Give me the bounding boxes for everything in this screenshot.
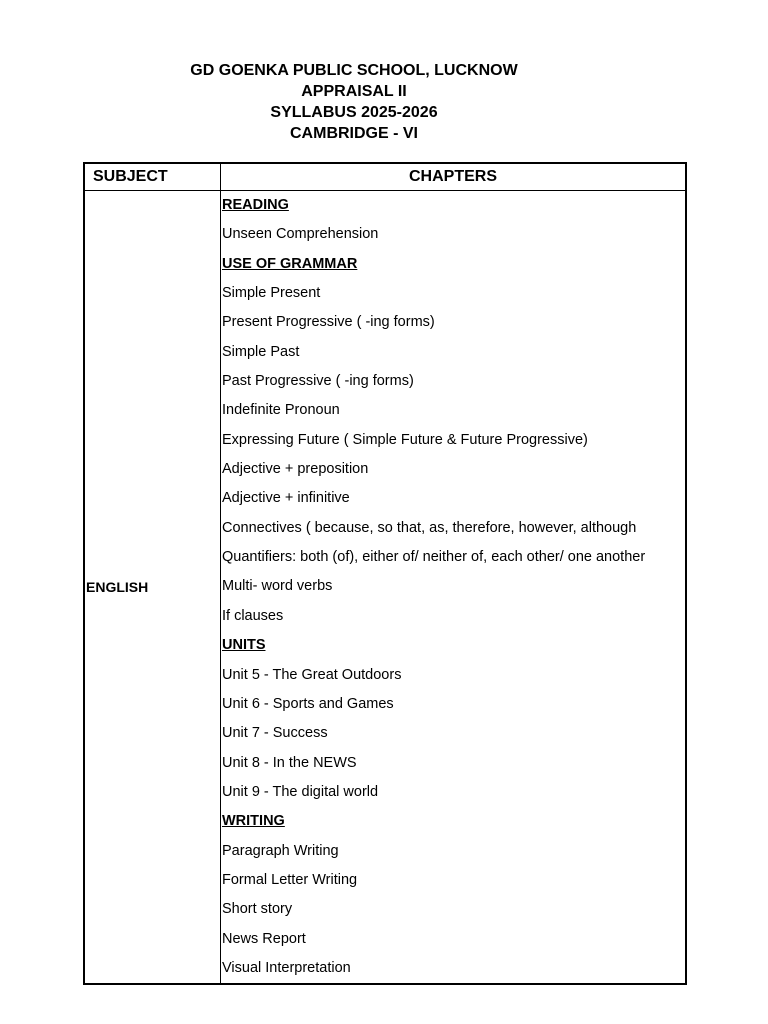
school-name: GD GOENKA PUBLIC SCHOOL, LUCKNOW: [190, 62, 518, 79]
chapter-item: News Report: [222, 930, 306, 947]
section-heading: UNITS: [222, 637, 266, 654]
chapter-item: Expressing Future ( Simple Future & Future Progressive): [222, 431, 588, 448]
chapter-item: Formal Letter Writing: [222, 871, 358, 888]
chapter-item: Short story: [222, 901, 293, 918]
chapters-list: [221, 191, 687, 985]
chapters-column-header: CHAPTERS: [221, 163, 687, 191]
chapter-item: Connectives ( because, so that, as, therefore, however, although: [222, 519, 637, 536]
syllabus-title: SYLLABUS 2025-2026: [270, 104, 438, 121]
exam-title: APPRAISAL II: [301, 83, 407, 100]
chapter-item: Unit 8 - In the NEWS: [222, 754, 357, 771]
subject-column-header: SUBJECT: [84, 163, 221, 191]
chapter-item: Visual Interpretation: [222, 959, 351, 976]
chapter-item: Unit 5 - The Great Outdoors: [222, 666, 402, 683]
chapter-item: Adjective + infinitive: [222, 490, 350, 507]
chapter-item: Unit 7 - Success: [222, 725, 328, 742]
chapter-item: Unit 9 - The digital world: [222, 783, 379, 800]
chapter-item: If clauses: [222, 607, 284, 624]
document-header: [0, 60, 708, 144]
chapter-item: Paragraph Writing: [222, 842, 339, 859]
table-row: [84, 191, 686, 985]
chapter-item: Indefinite Pronoun: [222, 402, 340, 419]
subject-name: ENGLISH: [84, 191, 221, 985]
chapter-item: Multi- word verbs: [222, 578, 333, 595]
section-heading: USE OF GRAMMAR: [222, 255, 358, 272]
chapter-item: Unseen Comprehension: [222, 226, 379, 243]
table-header-row: [84, 163, 686, 191]
section-heading: READING: [222, 197, 289, 213]
syllabus-table: [83, 162, 687, 985]
class-title: CAMBRIDGE - VI: [290, 125, 418, 142]
chapter-item: Quantifiers: both (of), either of/ neither of, each other/ one another: [222, 549, 646, 566]
chapter-item: Past Progressive ( -ing forms): [222, 373, 414, 390]
chapter-item: Simple Present: [222, 285, 321, 302]
chapter-item: Simple Past: [222, 343, 300, 360]
chapter-item: Present Progressive ( -ing forms): [222, 314, 435, 331]
section-heading: WRITING: [222, 813, 285, 830]
chapter-item: Adjective + preposition: [222, 461, 369, 478]
chapter-item: Unit 6 - Sports and Games: [222, 695, 394, 712]
